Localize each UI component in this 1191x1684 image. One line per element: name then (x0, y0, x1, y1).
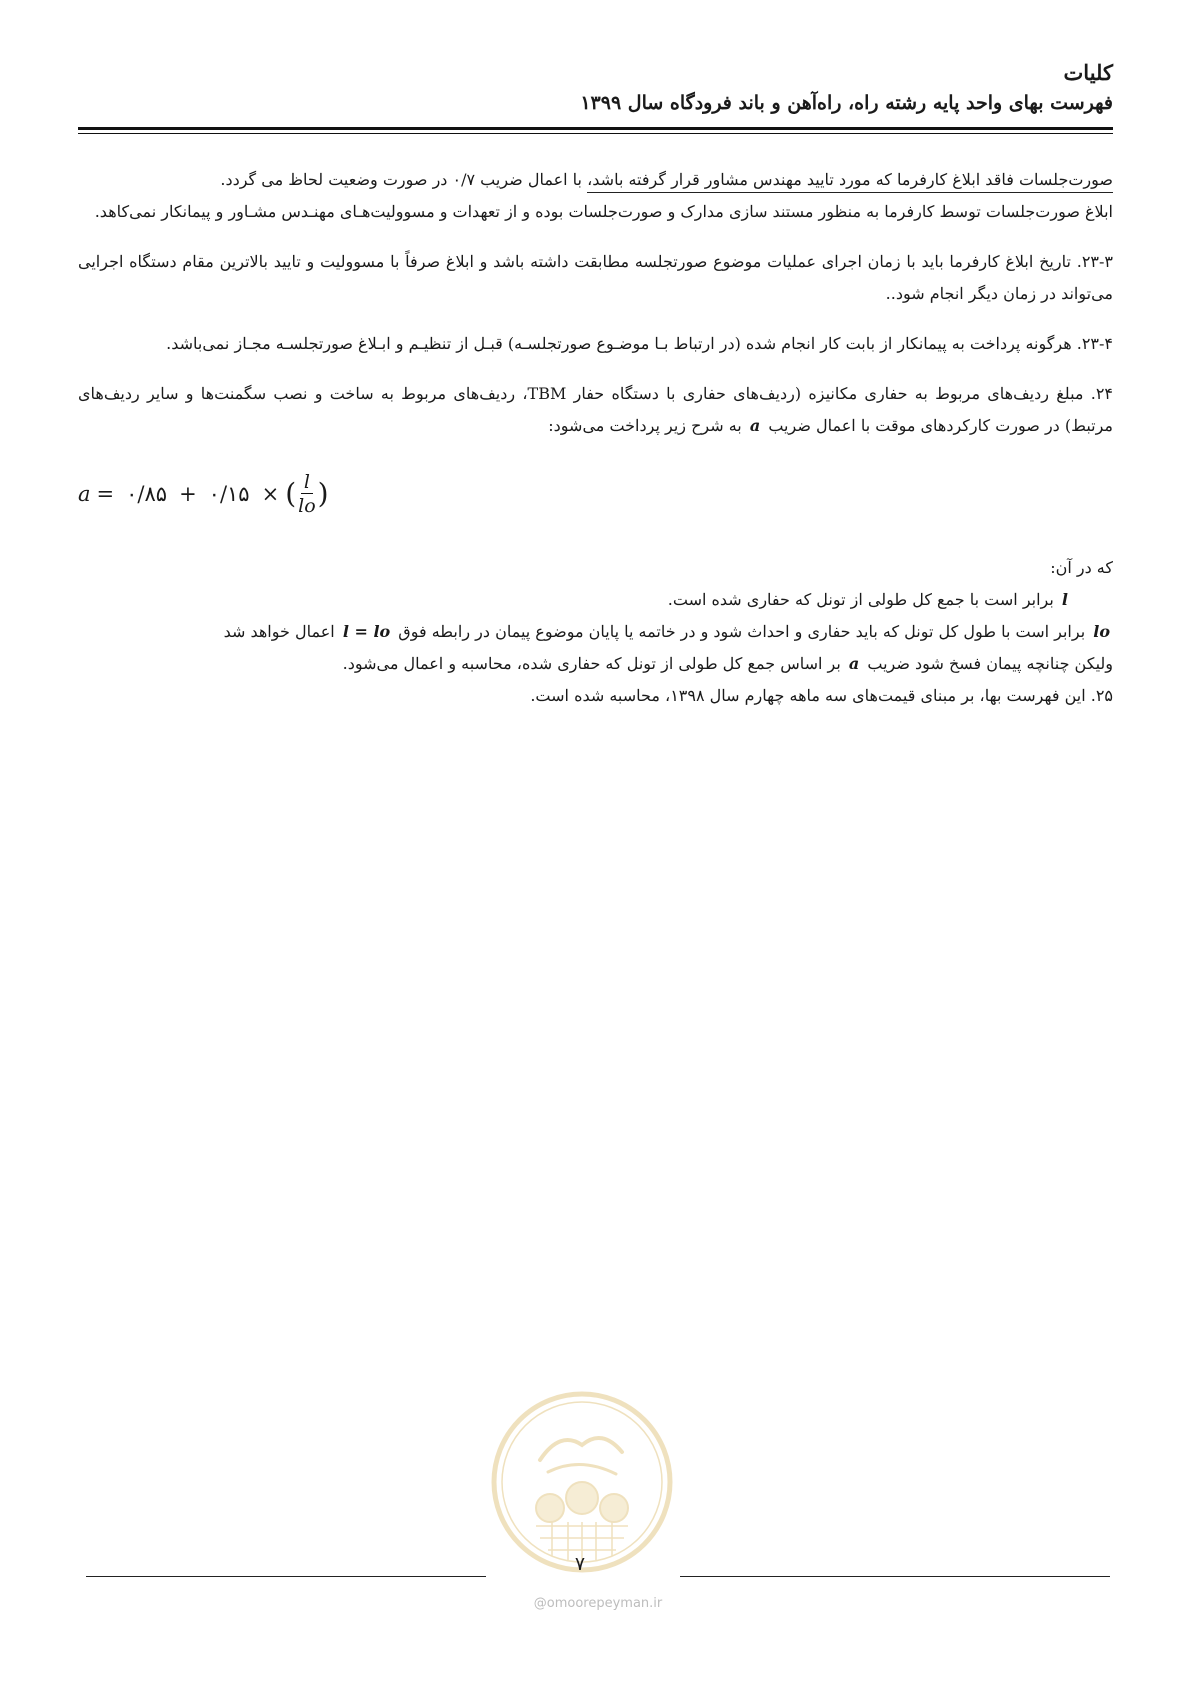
definition-l-text: برابر است با جمع کل طولی از تونل که حفاری شده است. (667, 590, 1054, 609)
formula-open-paren: ( (285, 477, 297, 510)
footer-rule-right (680, 1576, 1110, 1577)
paragraph-23-3: ۲۳-۳. تاریخ ابلاغ کارفرما باید با زمان اجرای عملیات موضوع صورتجلسه مطابقت داشته باشد و ابلاغ صرفاً با مسوولیت و تایید بالاترین مقام دستگاه اجرایی می‌تواند در زمان دیگر انجام شود.. (78, 252, 1113, 303)
definition-lo (78, 616, 1113, 648)
definition-l (78, 584, 1113, 616)
paragraph-1-rest: با اعمال ضریب ۰/۷ در صورت وضعیت لحاظ می گردد. (220, 170, 588, 189)
formula-lhs: a (78, 482, 91, 506)
variable-l: l (1061, 590, 1068, 609)
underlined-phrase: صورت‌جلسات فاقد ابلاغ کارفرما که مورد تایید مهندس مشاور قرار گرفته باشد، (587, 170, 1113, 193)
variable-a-2: a (848, 654, 860, 673)
formula-plus: + (179, 482, 197, 506)
definition-lo-end: اعمال خواهد شد (223, 622, 335, 641)
formula-equals: = (96, 482, 115, 506)
header-title: کلیات (1063, 60, 1113, 85)
formula-constant-1: ۰/۸۵ (126, 482, 168, 506)
page-number: ۷ (574, 1553, 586, 1575)
paragraph-notification: ابلاغ صورت‌جلسات توسط کارفرما به منظور مستند سازی مدارک و صورت‌جلسات بوده و از تعهدات و مسوولیت‌هـای مهنـدس مشـاور و پیمانکار نمی‌کاهد. (94, 202, 1113, 221)
formula-fraction (298, 471, 316, 518)
paragraph-25: ۲۵. این فهرست بها، بر مبنای قیمت‌های سه ماهه چهارم سال ۱۳۹۸، محاسبه شده است. (530, 686, 1113, 705)
variable-lo: lo (1093, 622, 1110, 641)
page-header (78, 58, 1113, 118)
definition-continuation (78, 648, 1113, 680)
paragraph-23-4: ۲۳-۴. هرگونه پرداخت به پیمانکار از بابت کار انجام شده (در ارتباط بـا موضـوع صورتجلسـه) قبـل از تنظیـم و ابـلاغ صورتجلسـه مجـاز نمی‌باشد. (166, 334, 1113, 353)
fraction-numerator: l (301, 471, 313, 494)
header-subtitle: فهرست بهای واحد پایه رشته راه، راه‌آهن و باند فرودگاه سال ۱۳۹۹ (580, 92, 1113, 114)
continuation-end: بر اساس جمع کل طولی از تونل که حفاری شده، محاسبه و اعمال می‌شود. (342, 654, 841, 673)
formula-times: × (261, 482, 280, 506)
coefficient-formula (78, 464, 1113, 524)
fraction-denominator: lo (298, 494, 316, 517)
variable-a: a (749, 416, 761, 435)
where-label: که در آن: (1050, 558, 1113, 577)
paragraph-unsigned-minutes (78, 164, 1113, 196)
footer-rule-left (86, 1576, 486, 1577)
formula-close-paren: ) (317, 477, 329, 510)
formula-constant-2: ۰/۱۵ (208, 482, 250, 506)
paragraph-24 (78, 378, 1113, 442)
equation-l-equals-lo: l = lo (342, 622, 391, 641)
header-rule-thick (78, 127, 1113, 130)
document-body (78, 164, 1113, 712)
continuation-start: ولیکن چنانچه پیمان فسخ شود ضریب (867, 654, 1113, 673)
site-url: @omoorepeyman.ir (533, 1596, 663, 1611)
header-rule-thin (78, 133, 1113, 134)
paragraph-24-start: ۲۴. مبلغ ردیف‌های مربوط به حفاری مکانیزه (ردیف‌های حفاری با دستگاه حفار TBM، ردیف‌های مربوط به ساخت و نصب سگمنت‌ها و سایر ردیف‌های مرتبط) در صورت کارکردهای موقت با اعمال ضریب (78, 384, 1114, 435)
definition-lo-start: برابر است با طول کل تونل که باید حفاری و احداث شود و در خاتمه یا پایان موضوع پیمان در رابطه فوق (398, 622, 1086, 641)
paragraph-24-end: به شرح زیر پرداخت می‌شود: (548, 416, 742, 435)
watermark-logo-icon (490, 1390, 674, 1574)
